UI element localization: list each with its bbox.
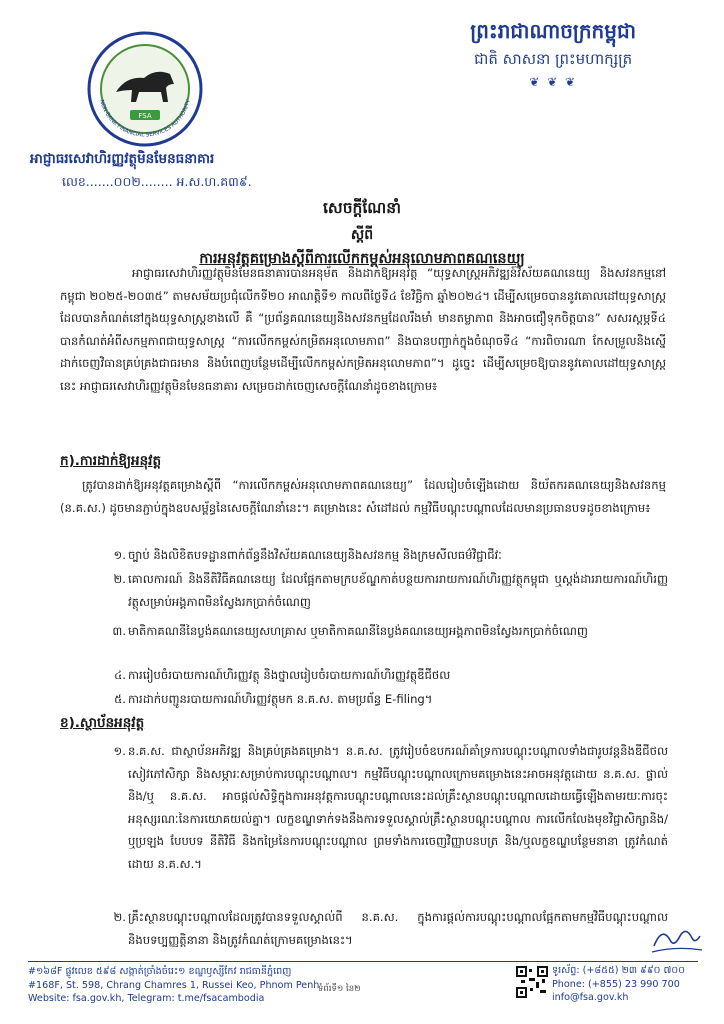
item-text: ច្បាប់ និងលិខិតបទដ្ឋានពាក់ព័ន្ធនឹងវិស័យគណនេយ្យនិងសវនកម្ម និងក្រមសីលធម៌វិជ្ជាជីវៈ <box>128 548 502 562</box>
item-number: ៥. <box>114 692 126 706</box>
item-text: ការដាក់បញ្ជូនរបាយការណ៍ហិរញ្ញវត្ថុមក ន.គ.ស. តាមប្រព័ន្ធ E-filing។ <box>128 692 433 706</box>
title-line-2: ស្តីពី <box>350 227 374 243</box>
item-text: គោលការណ៍ និងនីតិវិធីគណនេយ្យ ដែលផ្អែកតាមក្របខ័ណ្ឌកាត់បន្ថយការរាយការណ៍ហិរញ្ញវត្ថុកម្ពុជា ឬស្តង់ដាររាយការណ៍ហិរញ្ញវត្ថុសម្រាប់អង្គភាពមិនស្វែងរកប្រាក់ចំណេញ <box>128 572 668 609</box>
item-number: ២. <box>113 572 126 586</box>
item-number: ៣. <box>112 624 126 638</box>
website-telegram: Website: fsa.gov.kh, Telegram: t.me/fsacambodia <box>28 993 265 1004</box>
footer-divider <box>28 961 698 962</box>
item-text: គ្រឹះស្ថានបណ្តុះបណ្តាលដែលត្រូវបានទទួលស្គាល់ពី ន.គ.ស. ក្នុងការផ្តល់ការបណ្តុះបណ្តាលផ្អែកតាមកម្មវិធីបណ្តុះបណ្តាល និងបទប្បញ្ញត្តិនានា និងត្រូវកំណត់ក្រោមគម្រោងនេះ។ <box>128 910 668 947</box>
fsa-logo <box>86 30 204 148</box>
email: info@fsa.gov.kh <box>552 992 629 1003</box>
phone-english: Phone: (+855) 23 990 700 <box>552 978 680 990</box>
section-a-text: ត្រូវបានដាក់ឱ្យអនុវត្តគម្រោងស្តីពី “ការលើកកម្ពស់អនុលោមភាពគណនេយ្យ” ដែលរៀបចំឡើងដោយ និយ័តករគណនេយ្យនិងសវនកម្ម (ន.គ.ស.) ដូចមានភ្ជាប់ក្នុងឧបសម្ព័ន្ធនៃសេចក្តីណែនាំនេះ។ គម្រោងនេះ សំដៅដល់ កម្មវិធីបណ្តុះបណ្តាលដែលមានប្រធានបទដូចខាងក្រោម៖ <box>60 478 666 515</box>
qr-code-icon <box>516 966 548 998</box>
list-item <box>113 568 668 613</box>
item-number: ២. <box>113 910 126 924</box>
item-text: មាតិកាគណនីនៃប្លង់គណនេយ្យសហគ្រាស ឬមាតិកាគណនីនៃប្លង់គណនេយ្យអង្គភាពមិនស្វែងរកប្រាក់ចំណេញ <box>128 624 588 638</box>
address-khmer: #១៦៨F ផ្លូវលេខ ៥៩៨ សង្កាត់ច្រាំងចំរេះ១ ខណ្ឌឫស្សីកែវ រាជធានីភ្នំពេញ <box>28 966 292 977</box>
list-item <box>114 664 668 687</box>
ornament-icon: ❦ ❦ ❦ <box>529 75 578 89</box>
footer-contact <box>552 964 685 1005</box>
item-number: ១. <box>113 744 126 758</box>
item-number: ៤. <box>114 668 126 682</box>
reference-number: លេខ.......០០២........ អ.ស.ហ.គ៣៩. <box>62 174 252 189</box>
footer-address <box>28 965 319 1006</box>
section-a-heading: ក).ការដាក់ឱ្យអនុវត្ត <box>60 453 162 469</box>
intro-paragraph: អាជ្ញាធរសេវាហិរញ្ញវត្ថុមិនមែនធនាគារបានអនុម័ត និងដាក់ឱ្យអនុវត្ត “យុទ្ធសាស្ត្រអភិវឌ្ឍន៍វិស័យគណនេយ្យ និងសវនកម្មនៅកម្ពុជា ២០២៥-២០៣៥” តាមសម័យប្រជុំលើកទី២០ អាណត្តិទី១ កាលពីថ្ងៃទី៤ ខែវិច្ឆិកា ឆ្នាំ២០២៤។ ដើម្បីសម្រេចបាននូវគោលដៅយុទ្ធសាស្ត្រដែលបានកំណត់នៅក្នុងយុទ្ធសាស្ត្រខាងលើ គឺ “ប្រព័ន្ធគណនេយ្យនិងសវនកម្មដែលរឹងមាំ មានតម្លាភាព និងអាចជឿទុកចិត្តបាន” សសរស្តម្ភទី៤ បានកំណត់អំពីសកម្មភាពជាយុទ្ធសាស្ត្រ “ការលើកកម្ពស់កម្រិតអនុលោមភាព” និងបានបញ្ជាក់ក្នុងចំណុចទី៤ “ការពិចារណា កែសម្រួលនិងស្នើដាក់ចេញវិធានគ្រប់គ្រងជាធរមាន និងបំពេញបន្ថែមដើម្បីលើកកម្ពស់កម្រិតអនុលោមភាព”។ ដូច្នេះ ដើម្បីសម្រេចឱ្យបាននូវគោលដៅយុទ្ធសាស្ត្រនេះ អាជ្ញាធរសេវាហិរញ្ញវត្ថុមិនមែនធនាគារ សម្រេចដាក់ចេញសេចក្តីណែនាំដូចខាងក្រោម៖ <box>60 266 666 393</box>
phone-khmer: ទូរស័ព្ទ: (+៨៥៥) ២៣ ៩៩០ ៧០០ <box>552 965 685 976</box>
kingdom-title: ព្រះរាជាណាចក្រកម្ពុជា <box>470 19 636 43</box>
title-line-1: សេចក្តីណែនាំ <box>323 199 401 217</box>
document-title <box>0 198 724 271</box>
kingdom-header <box>470 18 636 89</box>
list-item <box>114 688 668 711</box>
list-item <box>113 544 668 567</box>
title-line-3: ការអនុវត្តគម្រោងស្តីពីការលើកកម្ពស់អនុលោមភាពគណនេយ្យ <box>199 251 525 267</box>
list-item <box>112 620 668 643</box>
logo-text: NON-BANK FINANCIAL SERVICES AUTHORITY <box>98 99 192 139</box>
item-number: ១. <box>113 548 126 562</box>
kingdom-motto: ជាតិ សាសនា ព្រះមហាក្សត្រ <box>474 50 633 68</box>
authority-name: អាជ្ញាធរសេវាហិរញ្ញវត្ថុមិនមែនធនាគារ <box>30 151 215 167</box>
list-item <box>113 740 668 876</box>
item-text: ន.គ.ស. ជាស្ថាប័នអភិវឌ្ឍ និងគ្រប់គ្រងគម្រោង។ ន.គ.ស. ត្រូវរៀបចំឧបករណ៍គាំទ្រការបណ្តុះបណ្តាលទាំងជារូបវន្តនិងឌីជីថល សៀវភៅសិក្សា និងសម្ភារៈសម្រាប់ការបណ្តុះបណ្តាល។ កម្មវិធីបណ្តុះបណ្តាលក្រោមគម្រោងនេះអាចអនុវត្តដោយ ន.គ.ស. ផ្ទាល់ និង/ឬ ន.គ.ស. អាចផ្តល់សិទ្ធិក្នុងការអនុវត្តការបណ្តុះបណ្តាលនេះដល់គ្រឹះស្ថានបណ្តុះបណ្តាលដោយធ្វើឡើងតាមរយៈការចុះអនុស្សរណៈនៃការយោគយល់គ្នា។ លក្ខខណ្ឌទាក់ទងនឹងការទទួលស្គាល់គ្រឹះស្ថានបណ្តុះបណ្តាល ការលើកលែងមុខវិជ្ជាសិក្សានិង/ឬប្រឡង បែបបទ នីតិវិធី និងកម្រៃនៃការបណ្តុះបណ្តាល ព្រមទាំងការចេញវិញ្ញាបនបត្រ និង/ឬលក្ខខណ្ឌបន្ថែមនានា ត្រូវកំណត់ដោយ ន.គ.ស.។ <box>128 744 668 871</box>
list-item <box>113 906 668 951</box>
section-b-heading: ខ).ស្ថាប័នអនុវត្ត <box>60 715 145 731</box>
page-number: ទំព័រទី១ នៃ២ <box>318 984 361 994</box>
address-english: #168F, St. 598, Chrang Chamres 1, Russei Keo, Phnom Penh <box>28 979 320 991</box>
item-text: ការរៀបចំរបាយការណ៍ហិរញ្ញវត្ថុ និងថ្នាលរៀបចំរបាយការណ៍ហិរញ្ញវត្ថុឌីជីថល <box>128 668 451 682</box>
logo-abbr: FSA <box>138 112 152 120</box>
signature <box>650 918 704 958</box>
